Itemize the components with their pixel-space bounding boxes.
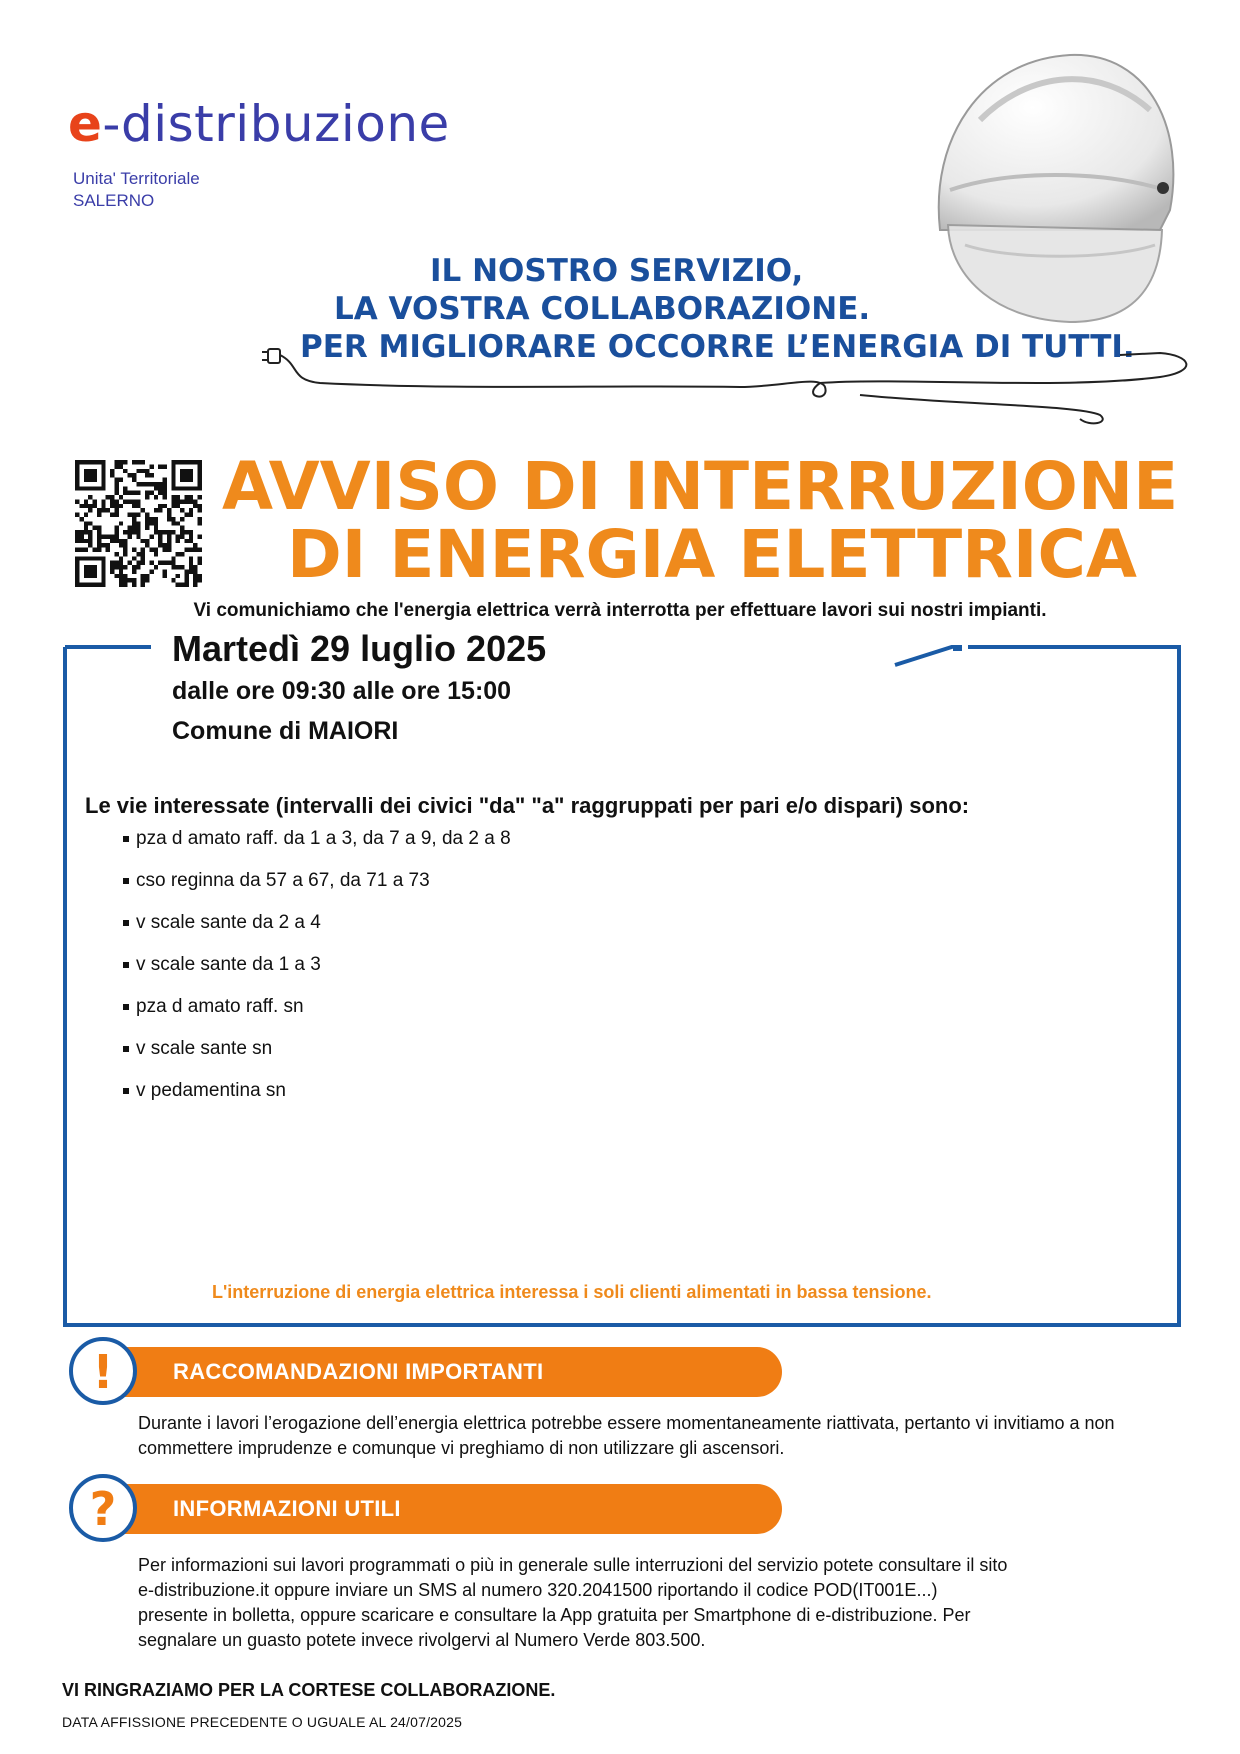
brand-logo xyxy=(68,95,450,153)
slogan-line-2: LA VOSTRA COLLABORAZIONE. xyxy=(334,291,871,327)
recommendations-text: Durante i lavori l’erogazione dell’energia elettrica potrebbe essere momentaneamente riattivata, pertanto vi invitiamo a non commettere imprudenze e comunque vi preghiamo di non utilizzare gli ascensori. xyxy=(138,1413,1115,1458)
info-text xyxy=(138,1553,1148,1653)
streets-list xyxy=(123,828,511,1122)
thanks-text: VI RINGRAZIAMO PER LA CORTESE COLLABORAZIONE. xyxy=(62,1680,556,1700)
street-item: v scale sante da 2 a 4 xyxy=(123,912,511,954)
street-item: v pedamentina sn xyxy=(123,1080,511,1122)
street-item: v scale sante sn xyxy=(123,1038,511,1080)
info-line: e-distribuzione.it oppure inviare un SMS al numero 320.2041500 riportando il codice POD(IT001E...) xyxy=(138,1580,938,1600)
street-item: pza d amato raff. da 1 a 3, da 7 a 9, da 2 a 8 xyxy=(123,828,511,870)
recommendations-title: RACCOMANDAZIONI IMPORTANTI xyxy=(173,1359,544,1384)
exclamation-glyph: ! xyxy=(92,1345,114,1399)
unit-city: SALERNO xyxy=(73,191,155,210)
title-line-2: DI ENERGIA ELETTRICA xyxy=(287,516,1138,593)
streets-title: Le vie interessate (intervalli dei civici "da" "a" raggruppati per pari e/o dispari) sono: xyxy=(85,793,970,818)
info-line: segnalare un guasto potete invece rivolgervi al Numero Verde 803.500. xyxy=(138,1630,706,1650)
question-icon xyxy=(68,1473,138,1543)
territorial-unit xyxy=(73,168,200,212)
info-line: presente in bolletta, oppure scaricare e consultare la App gratuita per Smartphone di e-distribuzione. Per xyxy=(138,1605,971,1625)
info-title: INFORMAZIONI UTILI xyxy=(173,1496,401,1521)
title-line-1: AVVISO DI INTERRUZIONE xyxy=(222,448,1179,525)
interruption-hours: dalle ore 09:30 alle ore 15:00 xyxy=(172,677,512,705)
unit-label: Unita' Territoriale xyxy=(73,169,200,188)
power-plug-cable xyxy=(260,335,1210,430)
street-item: v scale sante da 1 a 3 xyxy=(123,954,511,996)
slogan-line-3: PER MIGLIORARE OCCORRE L’ENERGIA DI TUTTI. xyxy=(300,329,1135,365)
logo-text: -distribuzione xyxy=(102,95,450,153)
street-item: cso reginna da 57 a 67, da 71 a 73 xyxy=(123,870,511,912)
interruption-date: Martedì 29 luglio 2025 xyxy=(172,628,547,669)
intro-text: Vi comunichiamo che l'energia elettrica verrà interrotta per effettuare lavori sui nostri impianti. xyxy=(193,600,1047,621)
logo-e: e xyxy=(68,95,103,153)
affixion-date: DATA AFFISSIONE PRECEDENTE O UGUALE AL 24/07/2025 xyxy=(62,1714,463,1730)
street-item: pza d amato raff. sn xyxy=(123,996,511,1038)
slogan-line-1: IL NOSTRO SERVIZIO, xyxy=(430,253,804,289)
qr-code xyxy=(75,460,202,587)
exclamation-icon xyxy=(68,1336,138,1406)
info-line: Per informazioni sui lavori programmati o più in generale sulle interruzioni del servizio potete consultare il sito xyxy=(138,1555,1008,1575)
notice-title xyxy=(222,448,1179,593)
municipality: Comune di MAIORI xyxy=(172,717,399,745)
question-glyph: ? xyxy=(89,1482,117,1536)
low-voltage-note: L'interruzione di energia elettrica interessa i soli clienti alimentati in bassa tensione. xyxy=(212,1282,932,1302)
